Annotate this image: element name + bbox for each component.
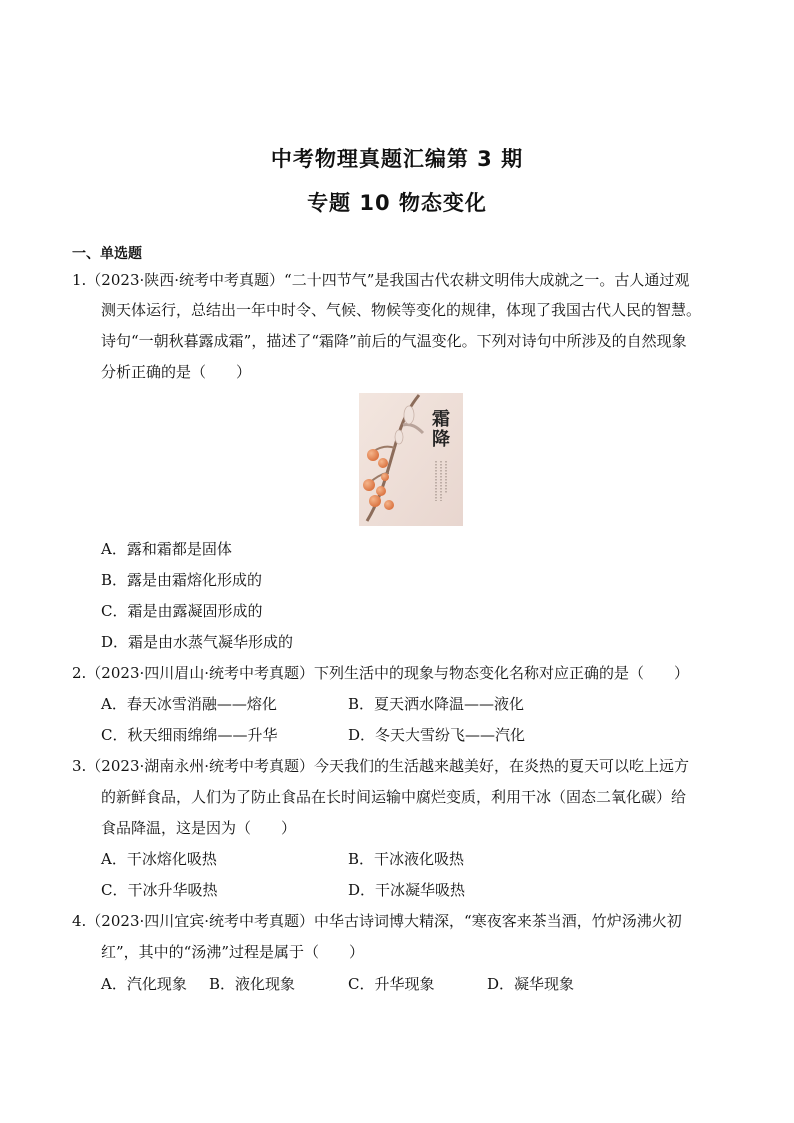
image-caption-char-1: 霜 [432,409,450,430]
question-1-line-1: 1.（2023·陕西·统考中考真题）“二十四节气”是我国古代农耕文明伟大成就之一。古人通过观 [72,271,690,289]
frost-branch-illustration [359,393,463,526]
question-1-option-c: C．霜是由露凝固形成的 [101,602,263,620]
question-1-option-b: B．露是由霜熔化形成的 [101,571,263,589]
question-4-option-b: B．液化现象 [209,975,296,993]
question-4-option-d: D．凝华现象 [487,975,575,993]
section-heading: 一、单选题 [72,246,142,262]
question-4-option-a: A．汽化现象 [101,975,187,993]
question-3-line-3: 食品降温，这是因为（ ） [101,819,297,837]
question-2-line-1: 2.（2023·四川眉山·统考中考真题）下列生活中的现象与物态变化名称对应正确的是（ ） [72,664,690,682]
question-3-option-a: A．干冰熔化吸热 [101,850,217,868]
question-3-option-c: C．干冰升华吸热 [101,881,218,899]
question-3-option-b: B．干冰液化吸热 [348,850,465,868]
question-4-line-1: 4.（2023·四川宜宾·统考中考真题）中华古诗词博大精深，“寒夜客来茶当酒，竹炉汤沸火初 [72,912,682,930]
question-4-option-c: C．升华现象 [348,975,435,993]
question-2-option-b: B．夏天洒水降温——液化 [348,695,525,713]
question-1-line-2: 测天体运行，总结出一年中时令、气候、物候等变化的规律，体现了我国古代人民的智慧。 [101,301,702,319]
question-1-line-4: 分析正确的是（ ） [101,363,252,381]
document-title: 中考物理真题汇编第 3 期 [270,147,524,171]
question-3-line-2: 的新鲜食品，人们为了防止食品在长时间运输中腐烂变质，利用干冰（固态二氧化碳）给 [101,788,687,806]
document-subtitle: 专题 10 物态变化 [307,191,487,215]
question-2-option-c: C．秋天细雨绵绵——升华 [101,726,278,744]
question-4-line-2: 红”，其中的“汤沸”过程是属于（ ） [101,943,365,961]
question-2-option-a: A．春天冰雪消融——熔化 [101,695,277,713]
question-1-option-d: D．霜是由水蒸气凝华形成的 [101,633,294,651]
question-1-option-a: A．露和霜都是固体 [101,540,232,558]
image-caption-char-2: 降 [432,429,450,450]
question-3-option-d: D．干冰凝华吸热 [348,881,466,899]
frost-descent-image [359,393,463,526]
question-1-line-3: 诗句“一朝秋暮露成霜”，描述了“霜降”前后的气温变化。下列对诗句中所涉及的自然现象 [101,332,687,350]
question-3-line-1: 3.（2023·湖南永州·统考中考真题）今天我们的生活越来越美好，在炎热的夏天可以吃上远方 [72,757,690,775]
question-2-option-d: D．冬天大雪纷飞——汽化 [348,726,526,744]
